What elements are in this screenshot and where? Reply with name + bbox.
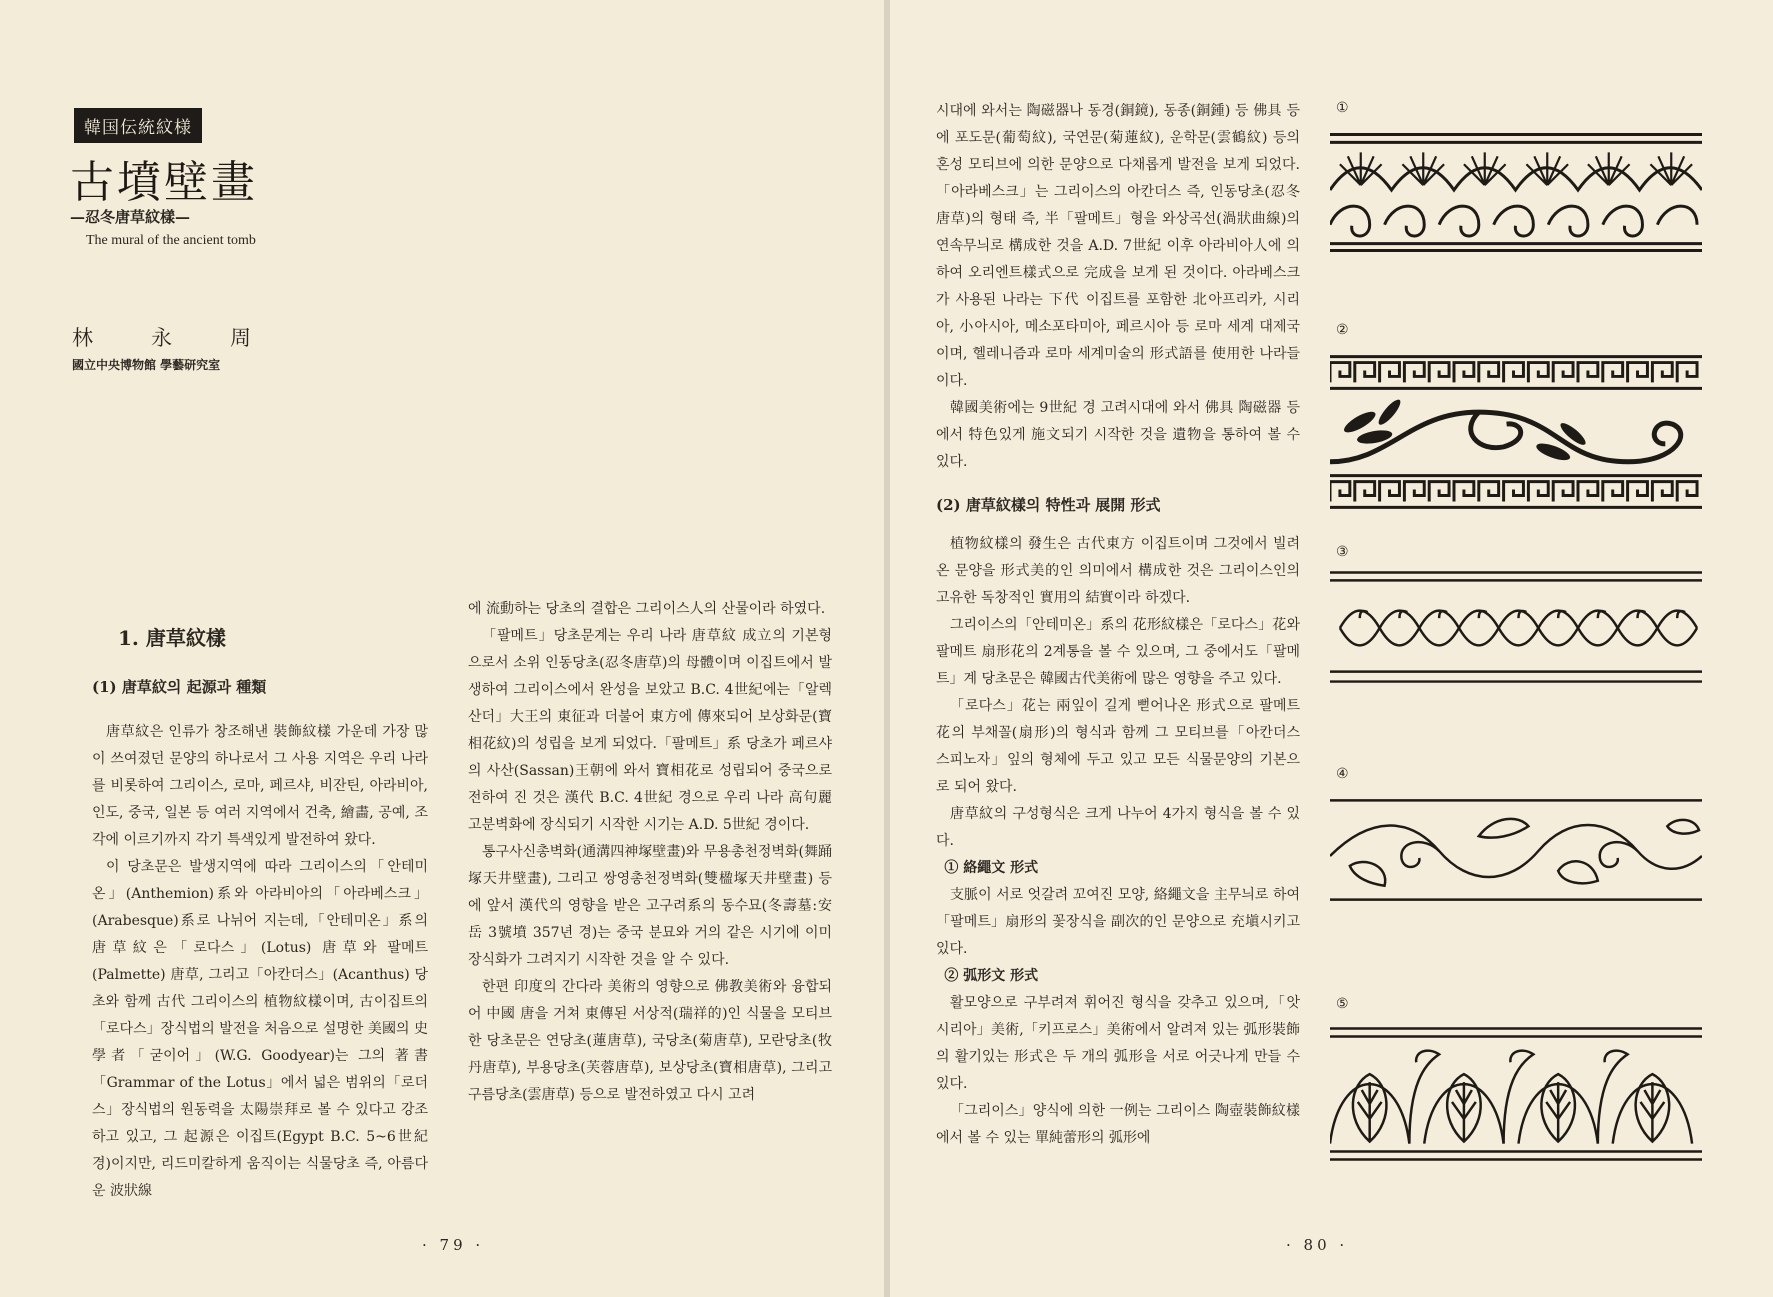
paragraph: 唐草紋은 인류가 창조해낸 裝飾紋樣 가운데 가장 많이 쓰여졌던 문양의 하나로서 그 사용 지역은 우리 나라를 비롯하여 그리이스, 로마, 페르샤, 비잔틴, 아라비아, 인도, 중국, 일본 등 여러 지역에서 건축, 繪畵, 공예, 조각에 이르기까지 각기 특색있게 발전하여 왔다. <box>92 724 428 848</box>
article-subtitle: —忍冬唐草紋樣— <box>70 208 191 226</box>
paragraph: 한편 印度의 간다라 美術의 영향으로 佛教美術와 융합되어 中國 唐을 거쳐 東傳된 서상적(瑞祥的)인 식물을 모티브 한 당초문은 연당초(蓮唐草), 국당초(菊唐草), 모란당초(牧丹唐草), 부용당초(芙蓉唐草), 보상당초(寶相唐草), 그리고 구름당초(雲唐草) 등으로 발전하였고 다시 고려 <box>468 979 832 1103</box>
left-page <box>0 0 884 1297</box>
page-number: · 79 · <box>422 1236 485 1254</box>
right-page <box>890 0 1773 1297</box>
paragraph: 支脈이 서로 엇갈려 꼬여진 모양, 絡繩文을 主무늬로 하여「팔메트」扇形의 꽃장식을 副次的인 문양으로 充塡시키고 있다. <box>936 887 1300 957</box>
section-1-heading: 1. 唐草紋樣 <box>118 626 226 650</box>
text-column-c <box>936 98 1300 1152</box>
figure-label-2: ② <box>1336 322 1349 338</box>
paragraph: 韓國美術에는 9世紀 경 고려시대에 와서 佛具 陶磁器 등에서 特色있게 施文되기 시작한 것을 遺物을 통하여 볼 수 있다. <box>936 400 1300 470</box>
paragraph: 「팔메트」당초문계는 우리 나라 唐草紋 成立의 기본형으로서 소위 인동당초(忍冬唐草)의 母體이며 이집트에서 발생하여 그리이스에서 완성을 보았고 B.C. 4世紀에는「알렉산더」大王의 東征과 더불어 東方에 傳來되어 보상화문(寶相花紋)의 성립을 보게 되었다.「팔메트」系 당초가 페르샤의 사산(Sassan)王朝에 와서 寶相花로 성립되어 중국으로 전하여 진 것은 漢代 B.C. 4世紀 경으로 우리 나라 高句麗 고분벽화에 장식되기 시작한 시기는 A.D. 5世紀 경이다. <box>468 628 832 833</box>
paragraph: 시대에 와서는 陶磁器나 동경(銅鏡), 동종(銅鍾) 등 佛具 등에 포도문(葡萄紋), 국연문(菊蓮紋), 운학문(雲鶴紋) 등의 혼성 모티브에 의한 문양으로 다채롭게 발전을 보게 되었다.「아라베스크」는 그리이스의 아칸더스 즉, 인동당초(忍冬唐草)의 형태 즉, 半「팔메트」형을 와상곡선(渦狀曲線)의 연속무늬로 構成한 것을 A.D. 7世紀 이후 아라비아人에 의하여 오리엔트樣式으로 完成을 보게 된 것이다. 아라베스크가 사용된 나라는 下代 이집트를 포함한 北아프리카, 시리아, 小아시아, 메소포타미아, 페르시아 등 로마 세계 대제국이며, 헬레니즘과 로마 세계미술의 形式語를 使用한 나라들이다. <box>936 103 1300 389</box>
paragraph: 이 당초문은 발생지역에 따라 그리이스의「안테미온」(Anthemion)系와 아라비아의「아라베스크」(Arabesque)系로 나뉘어 지는데,「안테미온」系의 唐草紋은「로다스」(Lotus) 唐草와 팔메트(Palmette) 唐草, 그리고「아칸더스」(Acanthus) 당초와 함께 古代 그리이스의 植物紋樣이며, 古이집트의「로다스」장식법의 발전을 처음으로 설명한 美國의 史學者「굳이어」(W.G. Goodyear)는 그의 著書「Grammar of the Lotus」에서 넓은 범위의「로더스」장식법의 원동력을 太陽崇拜로 볼 수 있다고 강조하고 있고, 그 起源은 이집트(Egypt B.C. 5~6世紀 경)이지만, 리드미칼하게 움직이는 식물당초 즉, 아름다운 波狀線 <box>92 859 428 1199</box>
series-label: 韓国伝統紋様 <box>74 108 202 143</box>
paragraph: 「로다스」花는 兩잎이 길게 뻗어나온 形式으로 팔메트花의 부채꼴(扇形)의 형식과 함께 그 모티브를「아칸더스 스피노자」잎의 형체에 두고 있고 모든 식물문양의 기본으로 되어 왔다. <box>936 698 1300 795</box>
meander-scroll-frieze-figure <box>1330 352 1702 512</box>
text-column-a <box>92 678 428 1205</box>
subsection-2-heading: (2) 唐草紋樣의 特性과 展開 形式 <box>936 496 1161 514</box>
form-2-heading: ② 弧形文 形式 <box>944 968 1039 984</box>
paragraph: 그리이스의「안테미온」系의 花形紋樣은「로다스」花와 팔메트 扇形花의 2계통을 볼 수 있으며, 그 중에서도「팔메트」계 당초문은 韓國古代美術에 많은 영향을 주고 있다. <box>936 617 1300 687</box>
paragraph: 唐草紋의 구성형식은 크게 나누어 4가지 형식을 볼 수 있다. <box>936 806 1300 849</box>
figure-label-3: ③ <box>1336 544 1349 560</box>
figure-label-4: ④ <box>1336 766 1349 782</box>
article-title: 古墳壁畫 <box>70 157 258 208</box>
figure-label-5: ⑤ <box>1336 996 1349 1012</box>
english-title: The mural of the ancient tomb <box>86 233 256 248</box>
author-name: 林永周 <box>72 326 309 350</box>
subsection-1-heading: (1) 唐草紋의 起源과 種類 <box>92 678 267 696</box>
figure-label-1: ① <box>1336 100 1349 116</box>
paragraph: 에 流動하는 당초의 결합은 그리이스人의 산물이라 하였다. <box>468 601 826 617</box>
palmette-frieze-figure <box>1330 130 1702 255</box>
vine-scroll-frieze-figure <box>1330 796 1702 906</box>
page-number: · 80 · <box>1286 1236 1349 1254</box>
text-column-b <box>468 596 832 1109</box>
paragraph: 통구사신총벽화(通溝四神塚壁畫)와 무용총천정벽화(舞踊塚天井壁畫), 그리고 쌍영총천정벽화(雙楹塚天井壁畫) 등에 앞서 漢代의 영향을 받은 고구려系의 동수묘(冬壽墓:安岳 3號墳 357년 경)는 중국 분묘와 거의 같은 시기에 이미 장식화가 그려지기 시작한 것을 알 수 있다. <box>468 844 832 968</box>
author-affiliation: 國立中央博物館 學藝研究室 <box>72 358 221 372</box>
anthemion-frieze-figure <box>1330 1024 1702 1164</box>
paragraph: 활모양으로 구부려져 휘어진 형식을 갖추고 있으며,「앗시리아」美術,「키프로스」美術에서 알려져 있는 弧形裝飾의 활기있는 形式은 두 개의 弧形을 서로 어긋나게 만들 수 있다. <box>936 995 1300 1092</box>
paragraph: 「그리이스」양식에 의한 一例는 그리이스 陶壺裝飾紋樣에서 볼 수 있는 單純蕾形의 弧形에 <box>936 1103 1300 1146</box>
paragraph: 植物紋樣의 發生은 古代東方 이집트이며 그것에서 빌려온 문양을 形式美的인 의미에서 構成한 것은 그리이스인의 고유한 독창적인 實用의 結實이라 하겠다. <box>936 536 1300 606</box>
form-1-heading: ① 絡繩文 形式 <box>944 860 1039 876</box>
lotus-bud-frieze-figure <box>1330 568 1702 688</box>
